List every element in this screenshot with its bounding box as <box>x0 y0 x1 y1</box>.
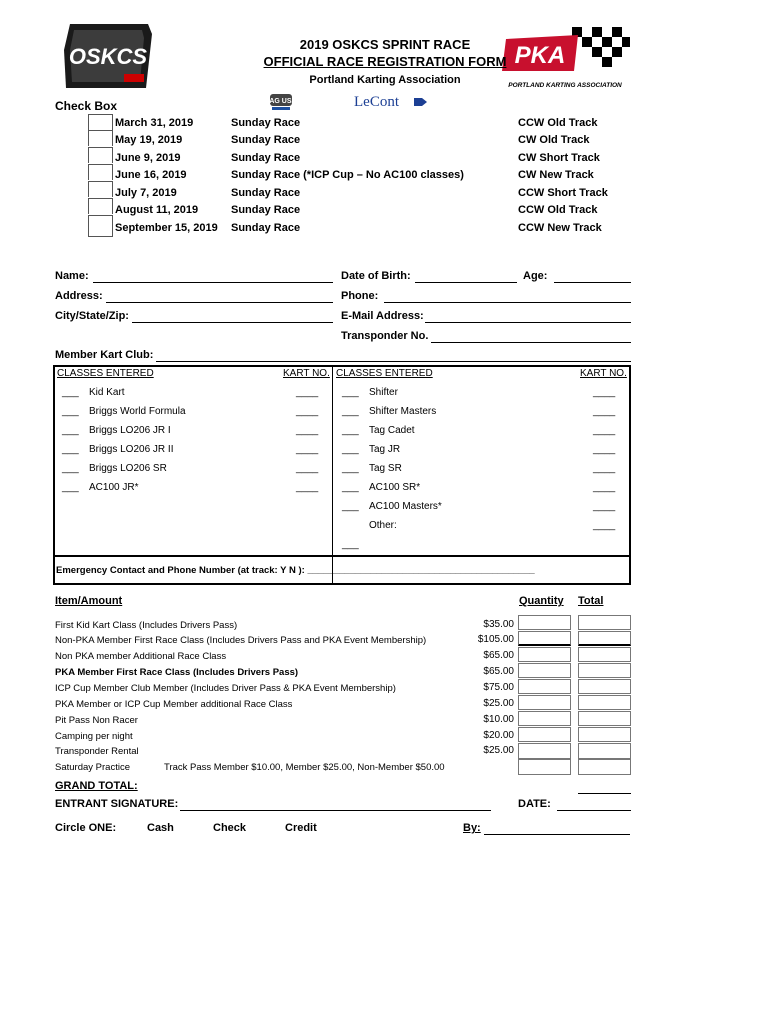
club-field[interactable] <box>156 361 631 362</box>
total-input[interactable] <box>578 647 631 662</box>
race-checkbox[interactable] <box>88 198 113 214</box>
saturday-practice-label: Saturday Practice <box>55 762 130 773</box>
race-date: July 7, 2019 <box>115 187 177 199</box>
race-date: June 16, 2019 <box>115 169 187 181</box>
class-check-blank[interactable]: ___ <box>62 406 79 417</box>
item-price: $65.00 <box>483 666 514 677</box>
class-name: Other: <box>369 520 397 531</box>
race-day: Sunday Race <box>231 187 301 199</box>
classes-table <box>53 365 631 585</box>
item-label: Transponder Rental <box>55 746 139 757</box>
quantity-input[interactable] <box>518 647 571 662</box>
kart-no-blank[interactable]: ____ <box>296 387 319 398</box>
kart-no-blank[interactable]: ____ <box>593 387 616 398</box>
kart-no-blank[interactable]: ____ <box>296 482 319 493</box>
total-input[interactable] <box>578 615 631 630</box>
svg-text:JAG USA: JAG USA <box>265 98 297 105</box>
kart-no-blank[interactable]: ____ <box>593 425 616 436</box>
pka-logo-caption: PORTLAND KARTING ASSOCIATION <box>508 82 622 89</box>
item-label: PKA Member or ICP Cup Member additional Race Class <box>55 699 293 710</box>
class-check-blank[interactable]: ___ <box>342 387 359 398</box>
date-label: DATE: <box>518 798 551 810</box>
email-field[interactable] <box>425 322 631 323</box>
item-price: $25.00 <box>483 698 514 709</box>
kart-no-blank[interactable]: ____ <box>296 425 319 436</box>
class-check-blank[interactable]: ___ <box>62 444 79 455</box>
quantity-input[interactable] <box>518 743 571 759</box>
class-check-blank[interactable]: ___ <box>342 501 359 512</box>
payment-check[interactable]: Check <box>213 822 247 834</box>
svg-text:LeCont: LeCont <box>354 94 399 110</box>
race-track: CCW Old Track <box>518 117 598 129</box>
total-input[interactable] <box>578 631 631 646</box>
class-name: AC100 JR* <box>89 482 139 493</box>
form-title: 2019 OSKCS SPRINT RACE <box>299 37 471 52</box>
race-checkbox[interactable] <box>88 114 113 130</box>
race-checkbox[interactable] <box>88 215 113 237</box>
item-amount-header: Item/Amount <box>55 595 123 607</box>
item-label: Non PKA member Additional Race Class <box>55 651 227 662</box>
name-field[interactable] <box>93 282 333 283</box>
address-field[interactable] <box>106 302 333 303</box>
svg-text:PKA: PKA <box>514 42 566 69</box>
quantity-input[interactable] <box>518 695 571 710</box>
transponder-field[interactable] <box>431 342 631 343</box>
grand-total-label: GRAND TOTAL: <box>55 780 138 792</box>
race-track: CCW New Track <box>518 222 602 234</box>
quantity-input[interactable] <box>518 679 571 694</box>
total-input[interactable] <box>578 663 631 678</box>
name-label: Name: <box>55 270 89 282</box>
total-input[interactable] <box>578 759 631 775</box>
item-price: $10.00 <box>483 714 514 725</box>
class-name: Briggs LO206 JR I <box>89 425 171 436</box>
grand-total-field[interactable] <box>578 793 631 794</box>
kart-no-blank[interactable]: ____ <box>593 406 616 417</box>
class-name: Shifter <box>369 387 398 398</box>
race-date: May 19, 2019 <box>115 134 183 146</box>
race-day: Sunday Race <box>231 222 301 234</box>
item-price: $75.00 <box>483 682 514 693</box>
race-date: June 9, 2019 <box>115 152 181 164</box>
item-label: Non-PKA Member First Race Class (Includes Drivers Pass and PKA Event Membership) <box>55 635 427 646</box>
race-track: CCW Old Track <box>518 204 598 216</box>
race-day: Sunday Race <box>231 204 301 216</box>
class-check-blank[interactable]: ___ <box>62 482 79 493</box>
transponder-label: Transponder No. <box>341 330 429 342</box>
class-name: Briggs LO206 SR <box>89 463 167 474</box>
total-header: Total <box>578 595 604 607</box>
kart-header-right: KART NO. <box>580 368 627 379</box>
signature-field[interactable] <box>180 810 491 811</box>
class-name: Briggs World Formula <box>89 406 186 417</box>
item-label: PKA Member First Race Class (Includes Drivers Pass) <box>55 667 299 678</box>
kart-no-blank[interactable]: ____ <box>296 406 319 417</box>
city-label: City/State/Zip: <box>55 310 129 322</box>
race-track: CW New Track <box>518 169 594 181</box>
class-check-blank[interactable]: ___ <box>62 387 79 398</box>
date-field[interactable] <box>557 810 631 811</box>
quantity-input[interactable] <box>518 759 571 775</box>
race-date: August 11, 2019 <box>115 204 199 216</box>
quantity-input[interactable] <box>518 663 571 678</box>
quantity-input[interactable] <box>518 615 571 630</box>
quantity-header: Quantity <box>519 595 564 607</box>
class-name: AC100 SR* <box>369 482 421 493</box>
race-track: CW Short Track <box>518 152 600 164</box>
check-box-label: Check Box <box>55 99 118 113</box>
lecont-logo <box>352 93 432 113</box>
kart-no-blank[interactable]: ____ <box>593 463 616 474</box>
dob-label: Date of Birth: <box>341 270 411 282</box>
class-check-blank[interactable]: ___ <box>342 463 359 474</box>
city-field[interactable] <box>132 322 333 323</box>
class-check-blank[interactable]: ___ <box>342 482 359 493</box>
item-label: First Kid Kart Class (Includes Drivers Pass) <box>55 620 238 631</box>
kart-header-left: KART NO. <box>283 368 330 379</box>
emergency-contact-label[interactable]: Emergency Contact and Phone Number (at track: Y N ): ___________________________________________ <box>56 565 535 576</box>
total-input[interactable] <box>578 727 631 742</box>
kart-no-blank[interactable]: ____ <box>593 444 616 455</box>
class-check-blank[interactable]: ___ <box>62 425 79 436</box>
item-price: $105.00 <box>477 634 514 645</box>
class-check-blank[interactable]: ___ <box>62 463 79 474</box>
class-check-blank[interactable]: ___ <box>342 425 359 436</box>
item-label: Camping per night <box>55 731 133 742</box>
address-label: Address: <box>55 290 103 302</box>
class-check-blank[interactable]: ___ <box>342 539 359 550</box>
race-day: Sunday Race (*ICP Cup – No AC100 classes) <box>231 169 464 181</box>
class-name: Tag JR <box>369 444 401 455</box>
class-name: Kid Kart <box>89 387 125 398</box>
class-check-blank[interactable]: ___ <box>342 444 359 455</box>
race-day: Sunday Race <box>231 152 301 164</box>
total-input[interactable] <box>578 679 631 694</box>
item-price: $65.00 <box>483 650 514 661</box>
class-name: Tag Cadet <box>369 425 415 436</box>
jag-logo <box>265 92 297 112</box>
class-check-blank[interactable]: ___ <box>342 406 359 417</box>
race-date: September 15, 2019 <box>115 222 218 234</box>
phone-field[interactable] <box>384 302 631 303</box>
race-track: CCW Short Track <box>518 187 608 199</box>
quantity-input[interactable] <box>518 711 571 726</box>
item-price: $25.00 <box>483 745 514 756</box>
saturday-practice-note: Track Pass Member $10.00, Member $25.00, Non-Member $50.00 <box>164 762 445 773</box>
kart-no-blank[interactable]: ____ <box>593 501 616 512</box>
svg-text:OSKCS: OSKCS <box>68 44 148 69</box>
item-label: ICP Cup Member Club Member (Includes Driver Pass & PKA Event Membership) <box>55 683 396 694</box>
race-track: CW Old Track <box>518 134 590 146</box>
class-name: Tag SR <box>369 463 402 474</box>
age-label: Age: <box>523 270 548 282</box>
race-checkbox[interactable] <box>88 147 113 163</box>
kart-no-blank[interactable]: ____ <box>593 520 616 531</box>
race-checkbox[interactable] <box>88 181 113 197</box>
payment-cash[interactable]: Cash <box>147 822 174 834</box>
dob-field[interactable] <box>415 282 517 283</box>
age-field[interactable] <box>554 282 631 283</box>
item-label: Pit Pass Non Racer <box>55 715 138 726</box>
oskcs-logo <box>60 20 155 92</box>
race-checkbox[interactable] <box>88 164 113 180</box>
email-label: E-Mail Address: <box>341 310 424 322</box>
race-day: Sunday Race <box>231 117 301 129</box>
quantity-input[interactable] <box>518 727 571 742</box>
class-name: Briggs LO206 JR II <box>89 444 174 455</box>
total-input[interactable] <box>578 743 631 759</box>
total-input[interactable] <box>578 711 631 726</box>
class-name: Shifter Masters <box>369 406 437 417</box>
race-checkbox[interactable] <box>88 130 113 146</box>
kart-no-blank[interactable]: ____ <box>296 444 319 455</box>
phone-label: Phone: <box>341 290 379 302</box>
classes-header-left: CLASSES ENTERED <box>57 368 154 379</box>
club-label: Member Kart Club: <box>55 349 154 361</box>
payment-credit[interactable]: Credit <box>285 822 317 834</box>
kart-no-blank[interactable]: ____ <box>593 482 616 493</box>
race-date: March 31, 2019 <box>115 117 194 129</box>
item-price: $20.00 <box>483 730 514 741</box>
quantity-input[interactable] <box>518 631 571 646</box>
org-name: Portland Karting Association <box>309 74 461 86</box>
signature-label: ENTRANT SIGNATURE: <box>55 798 179 810</box>
by-field[interactable] <box>484 834 630 835</box>
item-price: $35.00 <box>483 619 514 630</box>
circle-one-label: Circle ONE: <box>55 822 117 834</box>
classes-header-right: CLASSES ENTERED <box>336 368 433 379</box>
by-label: By: <box>463 822 481 834</box>
kart-no-blank[interactable]: ____ <box>296 463 319 474</box>
race-day: Sunday Race <box>231 134 301 146</box>
class-name: AC100 Masters* <box>369 501 442 512</box>
form-subtitle: OFFICIAL RACE REGISTRATION FORM <box>263 54 507 69</box>
total-input[interactable] <box>578 695 631 710</box>
